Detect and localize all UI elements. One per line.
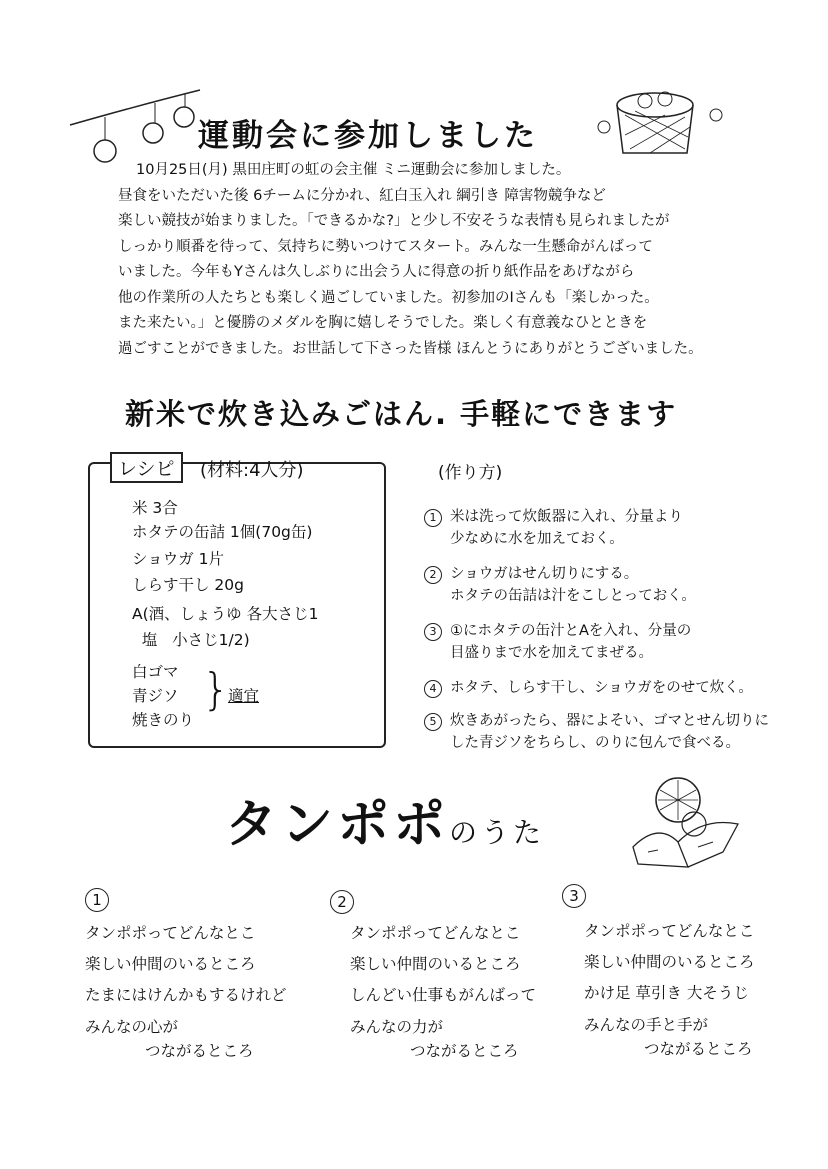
basket-decoration: [590, 75, 730, 165]
article-line: 楽しい競技が始まりました。「できるかな?」と少し不安そうな表情も見られましたが: [118, 213, 670, 229]
step-text: ショウガはせん切りにする。: [450, 566, 639, 582]
song-verse: [350, 918, 536, 1063]
article-title: 運動会に参加しました: [198, 118, 538, 154]
ingredient: 青ジソ: [132, 687, 179, 705]
song-verse: [584, 916, 755, 1061]
verse-line: 楽しい仲間のいるところ: [85, 955, 256, 973]
article-line: 10月25日(月) 黒田庄町の虹の会主催 ミニ運動会に参加しました。: [136, 162, 571, 178]
verse-line: タンポポってどんなとこ: [350, 924, 521, 942]
method-step: [424, 506, 683, 550]
ingredient: A(酒、しょうゆ 各大さじ1: [132, 605, 319, 623]
article-line: 昼食をいただいた後 6チームに分かれ、紅白玉入れ 綱引き 障害物競争など: [118, 187, 606, 204]
verse-line: つながるところ: [145, 1042, 254, 1060]
ingredient: ショウガ 1片: [132, 550, 224, 568]
step-number: 3: [424, 623, 442, 641]
article-line: いました。今年もYさんは久しぶりに出会う人に得意の折り紙作品をあげながら: [118, 264, 635, 280]
verse-line: 楽しい仲間のいるところ: [350, 955, 521, 973]
step-text: 少なめに水を加えておく。: [450, 531, 624, 547]
step-number: 5: [424, 713, 442, 731]
step-number: 1: [424, 509, 442, 527]
method-title: (作り方): [438, 463, 503, 483]
verse-line: つながるところ: [644, 1040, 753, 1058]
verse-line: かけ足 草引き 大そうじ: [584, 984, 749, 1002]
ingredient: 焼きのり: [132, 711, 195, 729]
step-text: 米は洗って炊飯器に入れ、分量より: [450, 509, 683, 525]
verse-line: タンポポってどんなとこ: [584, 922, 755, 940]
appropriate-amount: 適宜: [228, 687, 260, 705]
recipe-title: 新米で炊き込みごはん. 手軽にできます: [125, 397, 678, 431]
method-step: [424, 710, 769, 754]
recipe-tag: レシピ: [110, 452, 183, 483]
step-text: ①にホタテの缶汁とAを入れ、分量の: [450, 623, 692, 639]
ingredient: 塩 小さじ1/2): [132, 631, 250, 649]
step-text: した青ジソをちらし、のりに包んで食べる。: [450, 735, 740, 751]
article-body: [118, 158, 758, 362]
article-line: しっかり順番を待って、気持ちに勢いつけてスタート。みんな一生懸命がんばって: [118, 238, 653, 255]
verse-line: みんなの手と手が: [584, 1016, 709, 1034]
article-line: 過ごすことができました。お世話して下さった皆様 ほんとうにありがとうございました。: [118, 340, 703, 357]
verse-number: 2: [330, 890, 354, 914]
step-text: 炊きあがったら、器によそい、ゴマとせん切りに: [450, 713, 769, 729]
method-step: [424, 620, 691, 664]
brace: }: [202, 664, 230, 715]
recipe-subtitle: (材料:4人分): [200, 460, 304, 481]
method-step: [424, 677, 753, 699]
method-step: [424, 563, 696, 607]
verse-line: しんどい仕事もがんばって: [350, 986, 537, 1004]
dandelion-illustration: [628, 772, 743, 872]
step-text: ホタテ、しらす干し、ショウガをのせて炊く。: [450, 680, 753, 696]
step-number: 2: [424, 566, 442, 584]
article-line: また来たい。」と優勝のメダルを胸に嬉しそうでした。楽しく有意義なひとときを: [118, 315, 648, 331]
step-text: ホタテの缶詰は汁をこしとっておく。: [450, 588, 696, 604]
step-number: 4: [424, 680, 442, 698]
step-text: 目盛りまで水を加えてまぜる。: [450, 645, 653, 661]
article-line: 他の作業所の人たちとも楽しく過ごしていました。初参加のIさんも「楽しかった。: [118, 289, 659, 306]
ingredient: ホタテの缶詰 1個(70g缶): [132, 523, 313, 541]
song-verse: [85, 918, 287, 1063]
ingredient: しらす干し 20g: [132, 576, 244, 594]
verse-line: たまにはけんかもするけれど: [85, 986, 287, 1004]
verse-line: 楽しい仲間のいるところ: [584, 953, 755, 971]
song-title-main: タンポポ: [225, 794, 450, 855]
song-title-tail: のうた: [449, 816, 546, 849]
verse-line: みんなの力が: [350, 1018, 444, 1036]
verse-line: つながるところ: [410, 1042, 519, 1060]
verse-line: みんなの心が: [85, 1018, 179, 1036]
verse-line: タンポポってどんなとこ: [85, 924, 256, 942]
ingredient: 米 3合: [132, 499, 178, 517]
verse-number: 1: [85, 888, 109, 912]
verse-number: 3: [562, 884, 586, 908]
ingredient: 白ゴマ: [132, 663, 179, 681]
song-title: [225, 782, 545, 857]
